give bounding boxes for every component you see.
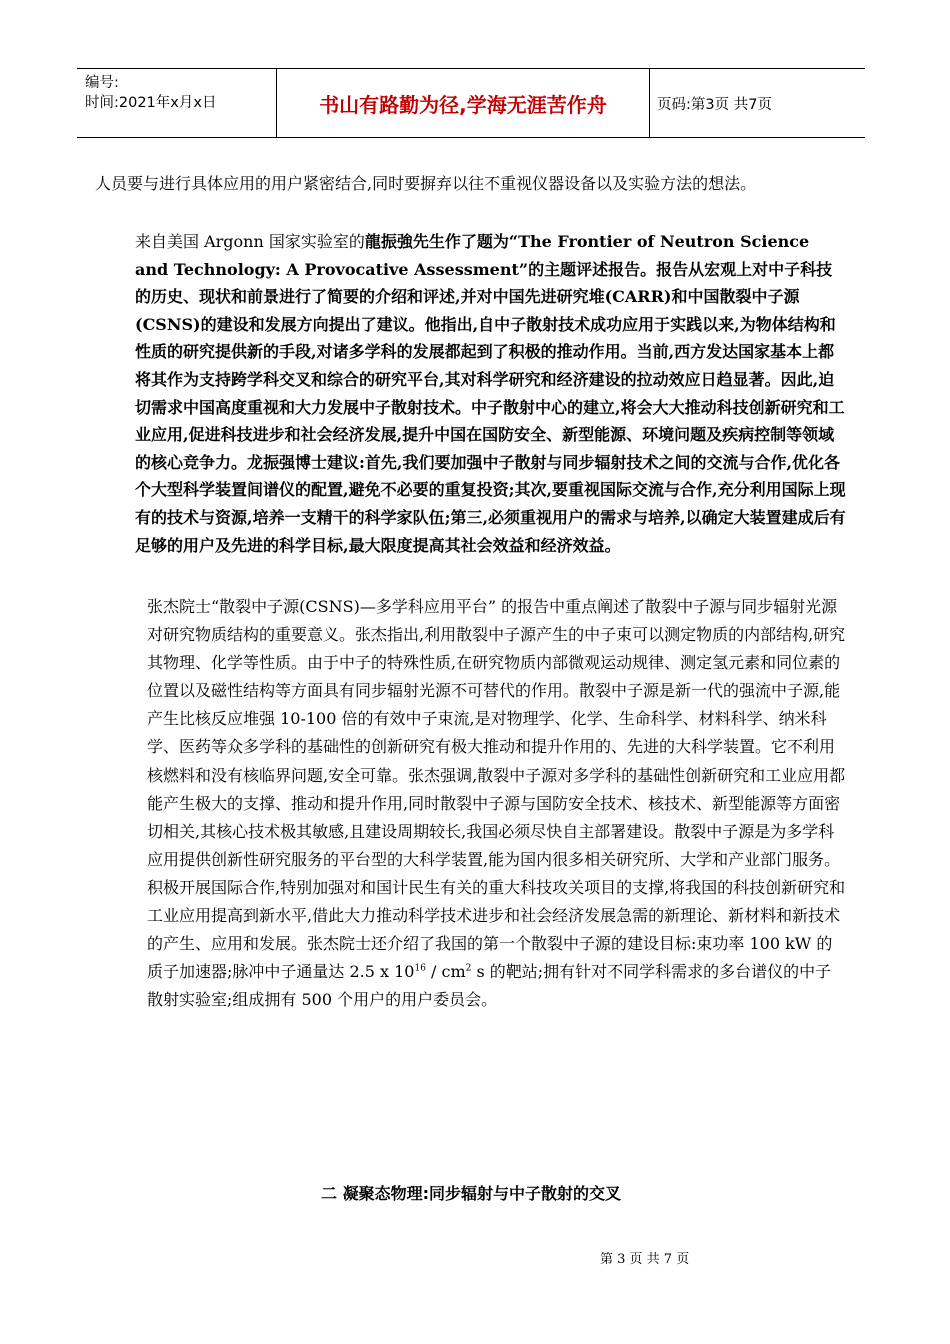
- header-meta: [85, 73, 275, 113]
- paragraph-1: [95, 170, 847, 198]
- header-page-number: 页码:第3页 共7页: [657, 96, 772, 113]
- paragraph-bold-text: 龍振強先生作了题为“The Frontier of Neutron Science and Technology: A Provocative Assessment”的主题评述报告。报告从宏观上对中子科技的历史、现状和前景进行了简要的介绍和评述,并对中国先进研究堆(CARR)和中国散裂中子源(CSNS)的建设和发展方向提出了建议。他指出,自中子散射技术成功应用于实践以来,为物体结构和性质的研究提供新的手段,对诸多学科的发展都起到了积极的推动作用。当前,西方发达国家基本上都将其作为支持跨学科交叉和综合的研究平台,其对科学研究和经济建设的拉动效应日趋显著。因此,迫切需求中国高度重视和大力发展中子散射技术。中子散射中心的建立,将会大大推动科技创新研究和工业应用,促进科技进步和社会经济发展,提升中国在国防安全、新型能源、环境问题及疾病控制等领域的核心竞争力。龙振强博士建议:首先,我们要加强中子散射与同步辐射技术之间的交流与合作,优化各个大型科学装置间谱仪的配置,避免不必要的重复投资;其次,要重视国际交流与合作,充分利用国际上现有的技术与资源,培养一支精干的科学家队伍;第三,必须重视用户的需求与培养,以确定大装置建成后有足够的用户及先进的科学目标,最大限度提高其社会效益和经济效益。: [135, 232, 846, 555]
- paragraph-text: / cm: [425, 962, 466, 982]
- page-header: [77, 68, 865, 138]
- paragraph-2: [95, 228, 847, 559]
- superscript: 2: [465, 963, 472, 974]
- page-footer: 第 3 页 共 7 页: [600, 1252, 690, 1267]
- superscript: 16: [414, 963, 426, 974]
- section-title: 二 凝聚态物理:同步辐射与中子散射的交叉: [321, 1184, 621, 1203]
- paragraph-3: [95, 593, 847, 1014]
- header-divider: [649, 69, 650, 137]
- header-number: 编号:: [85, 75, 119, 91]
- paragraph-lead: 来自美国 Argonn 国家实验室的: [135, 232, 365, 251]
- paragraph-text: s 的靶站;拥有针对不同学科需求的多台谱仪的中子散射实验室;组成拥有 500 个用户的用户委员会。: [147, 962, 832, 1010]
- paragraph-text: 张杰院士“散裂中子源(CSNS)—多学科应用平台” 的报告中重点阐述了散裂中子源与同步辐射光源对研究物质结构的重要意义。张杰指出,利用散裂中子源产生的中子束可以测定物质的内部结构,研究其物理、化学等性质。由于中子的特殊性质,在研究物质内部微观运动规律、测定氢元素和同位素的位置以及磁性结构等方面具有同步辐射光源不可替代的作用。散裂中子源是新一代的强流中子源,能产生比核反应堆强 10-100 倍的有效中子束流,是对物理学、化学、生命科学、材料科学、纳米科学、医药等众多学科的基础性的创新研究有极大推动和提升作用的、先进的大科学装置。它不利用核燃料和没有核临界问题,安全可靠。张杰强调,散裂中子源对多学科的基础性创新研究和工业应用都能产生极大的支撑、推动和提升作用,同时散裂中子源与国防安全技术、核技术、新型能源等方面密切相关,其核心技术极其敏感,且建设周期较长,我国必须尽快自主部署建设。散裂中子源是为多学科应用提供创新性研究服务的平台型的大科学装置,能为国内很多相关研究所、大学和产业部门服务。积极开展国际合作,特别加强对和国计民生有关的重大科技攻关项目的支撑,将我国的科技创新研究和工业应用提高到新水平,借此大力推动科学技术进步和社会经济发展急需的新理论、新材料和新技术的产生、应用和发展。张杰院士还介绍了我国的第一个散裂中子源的建设目标:束功率 100 kW 的质子加速器;脉冲中子通量达 2.5 x 10: [147, 597, 846, 982]
- header-motto: 书山有路勤为径,学海无涯苦作舟: [319, 92, 607, 117]
- paragraph-text: 人员要与进行具体应用的用户紧密结合,同时要摒弃以往不重视仪器设备以及实验方法的想法。: [95, 174, 757, 193]
- header-time: 时间:2021年x月x日: [85, 95, 217, 111]
